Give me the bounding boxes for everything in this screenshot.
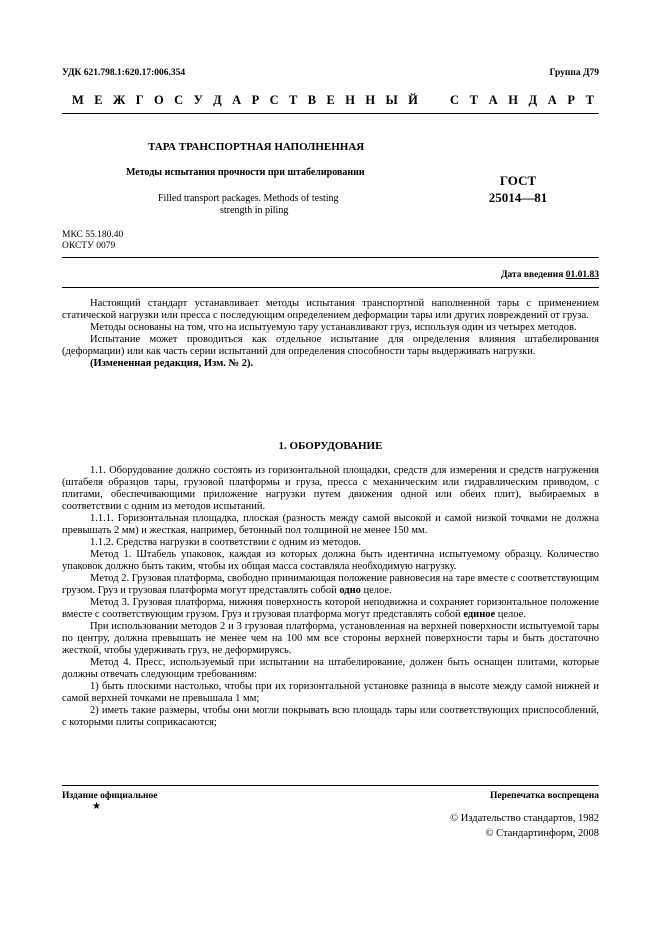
interstate-letter: Р xyxy=(251,93,260,107)
interstate-word xyxy=(72,93,418,108)
english-title-line2: strength in piling xyxy=(220,205,289,216)
udk-code: УДК 621.798.1:620.17:006.354 xyxy=(62,68,186,78)
gost-number: 25014—81 xyxy=(488,190,548,205)
interstate-letter: Т xyxy=(289,93,298,107)
intro-paragraph-1: Настоящий стандарт устанавливает методы испытания транспортной наполненной тары с применением статической нагрузки или пресса с последующим определением деформации тары или других повреждений от груза. xyxy=(62,298,599,321)
standard-letter: Т xyxy=(585,93,594,107)
method-3-text: Метод 3. Грузовая платформа, нижняя поверхность которой неподвижна и сохраняет горизонтальное положение вместе с соответствующим грузом. Груз и грузовая платформа могут представлять собой xyxy=(62,597,599,620)
method-3 xyxy=(62,597,599,621)
classification-divider xyxy=(62,257,599,258)
standard-letter: Н xyxy=(508,93,518,107)
okstu-code: ОКСТУ 0079 xyxy=(62,241,116,251)
interstate-letter: У xyxy=(193,93,203,107)
gost-label: ГОСТ xyxy=(499,173,537,188)
document-subtitle: Методы испытания прочности при штабелировании xyxy=(126,167,365,178)
header-divider xyxy=(62,113,599,114)
interstate-letter: В xyxy=(307,93,317,107)
method-1: Метод 1. Штабель упаковок, каждая из которых должна быть идентична испытуемому образцу. Количество упаковок должно быть таким, чтобы их общая масса составляла необходимую нагрузку. xyxy=(62,549,599,572)
standard-letter: Д xyxy=(528,93,538,107)
method-3-end: целое. xyxy=(495,609,526,620)
standard-letter: А xyxy=(488,93,498,107)
copyright-2008: © Стандартинформ, 2008 xyxy=(485,828,599,839)
introduction-date xyxy=(501,270,599,280)
interstate-letter: Н xyxy=(365,93,376,107)
standard-word xyxy=(450,93,594,108)
intro-paragraph-3: Испытание может проводиться как отдельное испытание для определения влияния штабелирования (деформации) или как часть серии испытаний для определения способности тары выдерживать нагрузки. xyxy=(62,334,599,357)
section-heading-equipment: 1. ОБОРУДОВАНИЕ xyxy=(278,440,383,452)
requirement-1: 1) быть плоскими настолько, чтобы при их горизонтальной установке разница в высоте между самой нижней и самой верхней точками не превышала 1 мм; xyxy=(62,681,599,704)
method-2-bold: одно xyxy=(339,585,361,596)
amendment-note: (Измененная редакция, Изм. № 2). xyxy=(90,358,254,369)
interstate-letter: С xyxy=(269,93,279,107)
interstate-letter: О xyxy=(154,93,164,107)
interstate-letter: М xyxy=(72,93,84,107)
section-1-text xyxy=(62,465,599,729)
interstate-letter: Н xyxy=(345,93,355,107)
standard-letter: Р xyxy=(567,93,575,107)
interstate-letter: С xyxy=(174,93,184,107)
interstate-letter: Д xyxy=(213,93,222,107)
intro-paragraph-2: Методы основаны на том, что на испытуемую тару устанавливают груз, используя один из четырех методов. xyxy=(90,322,577,333)
method-2-text: Метод 2. Грузовая платформа, свободно принимающая положение равновесия на таре вместе с соответствующим грузом. Груз и грузовая платформа могут представлять собой xyxy=(62,573,599,596)
classification-codes xyxy=(62,230,123,252)
interstate-letter: Й xyxy=(408,93,418,107)
english-title-line1: Filled transport packages. Methods of testing xyxy=(158,193,339,204)
mks-code: МКС 55.180.40 xyxy=(62,230,124,240)
interstate-letter: Ы xyxy=(385,93,398,107)
introduction-date-value: 01.01.83 xyxy=(565,270,599,280)
clause-1-1: 1.1. Оборудование должно состоять из горизонтальной площадки, средств для измерения и средств нагружения (штабеля образцов тары, грузовой платформы и груза, пресса с механическим или гидравлическим приводом, с плитами, обеспечивающими приложение нагрузки путем движения одной или обеих плит), выбираемых в соответствии с одним из методов испытаний. xyxy=(62,465,599,512)
requirement-2: 2) иметь такие размеры, чтобы они могли покрывать всю площадь тары или соответствующих приспособлений, с которыми плиты соприкасаются; xyxy=(62,705,599,728)
interstate-letter: Ж xyxy=(112,93,126,107)
introduction-date-label: Дата введения xyxy=(500,270,564,280)
gost-designation xyxy=(478,172,558,206)
document-title: ТАРА ТРАНСПОРТНАЯ НАПОЛНЕННАЯ xyxy=(148,141,365,153)
standard-letter: Т xyxy=(469,93,478,107)
reprint-prohibited: Перепечатка воспрещена xyxy=(489,791,599,801)
star-icon: ★ xyxy=(92,801,101,812)
interstate-standard-banner xyxy=(72,93,594,108)
interstate-letter: А xyxy=(232,93,242,107)
footer-divider xyxy=(62,785,599,786)
interstate-letter: Г xyxy=(135,93,144,107)
methods-2-3-note: При использовании методов 2 и 3 грузовая платформа, установленная на верхней поверхности испытуемой тары по центру, должна превышать не менее чем на 100 мм все стороны верхней поверхности тары и быть достаточно жесткой, чтобы удерживать груз, не деформируясь. xyxy=(62,621,599,656)
date-divider xyxy=(62,287,599,288)
introduction-text xyxy=(62,298,599,370)
method-2-end: целое. xyxy=(360,585,392,596)
copyright-1982: © Издательство стандартов, 1982 xyxy=(450,813,599,824)
interstate-letter: Е xyxy=(326,93,335,107)
standard-letter: А xyxy=(547,93,557,107)
standard-letter: С xyxy=(450,93,460,107)
official-edition: Издание официальное xyxy=(62,791,158,801)
method-3-bold: единое xyxy=(463,609,496,620)
group-code: Группа Д79 xyxy=(549,68,599,78)
clause-1-1-2: 1.1.2. Средства нагрузки в соответствии с одним из методов. xyxy=(90,537,362,548)
method-4: Метод 4. Пресс, используемый при испытании на штабелирование, должен быть оснащен плитами, которые должны отвечать следующим требованиям: xyxy=(62,657,599,680)
method-2 xyxy=(62,573,599,597)
interstate-letter: Е xyxy=(94,93,103,107)
clause-1-1-1: 1.1.1. Горизонтальная площадка, плоская (разность между самой высокой и самой низкой точками не должна превышать 2 мм) и жесткая, например, бетонный пол толщиной не менее 150 мм. xyxy=(62,513,599,536)
